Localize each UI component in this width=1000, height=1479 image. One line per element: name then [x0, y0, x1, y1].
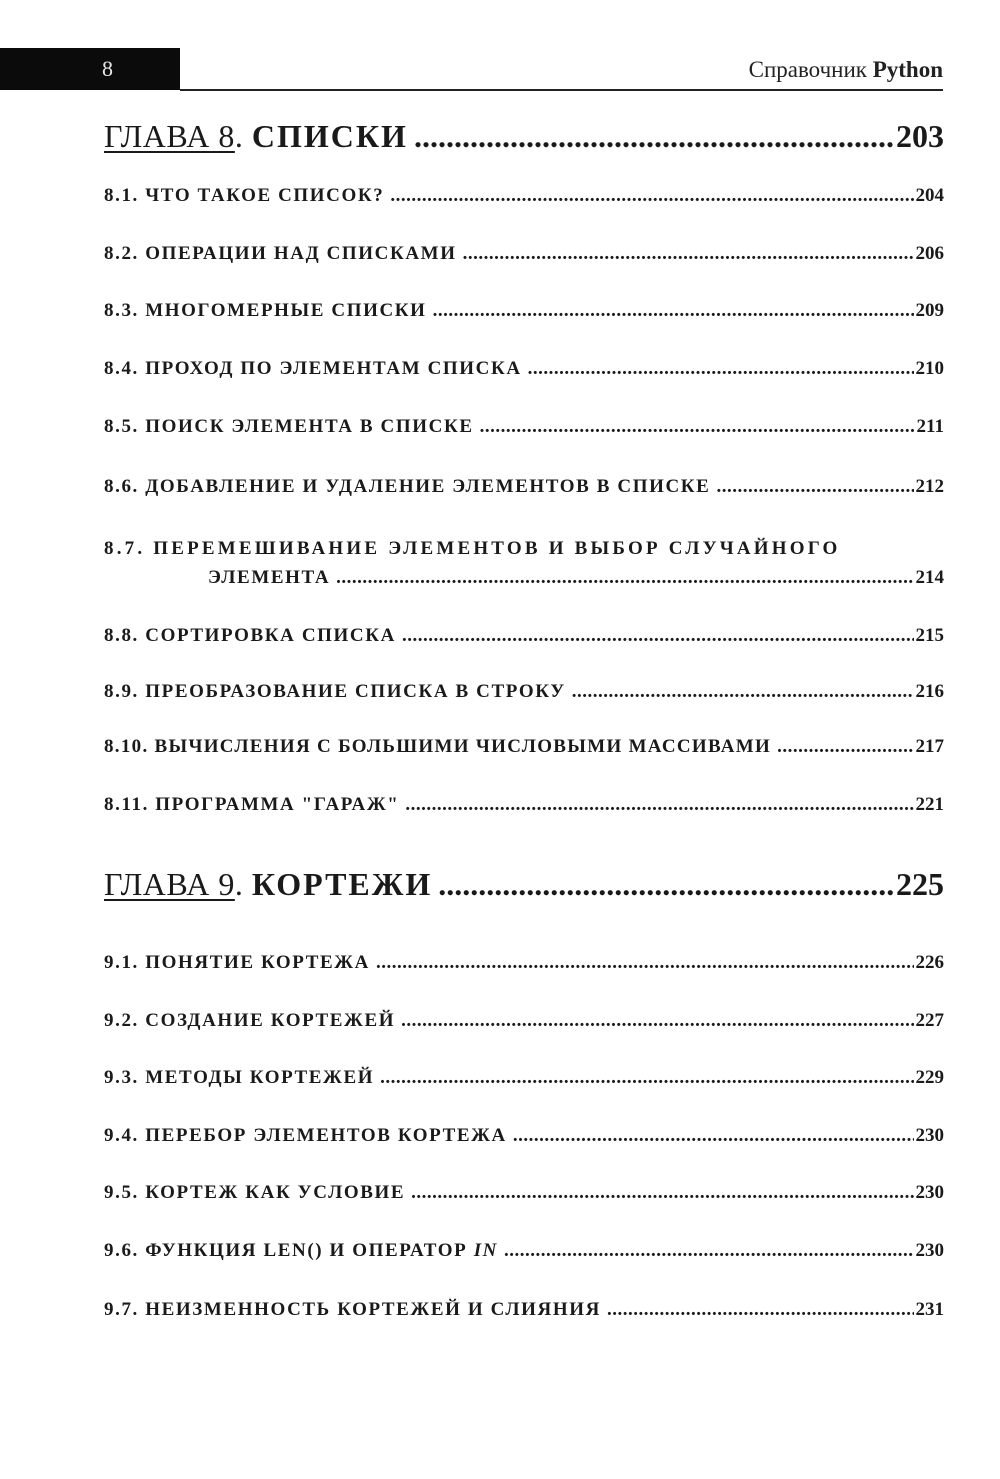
chapter-title: ГЛАВА 8. СПИСКИ: [104, 118, 408, 154]
toc-entry-8-3[interactable]: [104, 300, 944, 322]
entry-label: 8.9. ПРЕОБРАЗОВАНИЕ СПИСКА В СТРОКУ: [104, 681, 566, 702]
running-head: [749, 57, 943, 83]
leader-dots: [414, 120, 894, 152]
toc-entry-9-2[interactable]: [104, 1010, 944, 1032]
entry-label: ЭЛЕМЕНТА: [208, 567, 331, 588]
leader-dots: [411, 1183, 913, 1202]
toc-entry-8-8[interactable]: [104, 625, 944, 647]
toc-chapter-8[interactable]: [104, 118, 944, 155]
entry-page: 206: [915, 243, 944, 264]
entry-page: 210: [915, 358, 944, 379]
entry-page: 211: [916, 416, 944, 437]
chapter-prefix: ГЛАВА 8: [104, 118, 235, 154]
leader-dots: [402, 626, 914, 645]
entry-page: 204: [915, 185, 944, 206]
running-head-bold: Python: [872, 57, 943, 82]
toc-entry-8-1[interactable]: [104, 185, 944, 207]
chapter-page: 203: [896, 118, 944, 154]
toc-entry-8-9[interactable]: [104, 681, 944, 703]
chapter-name: КОРТЕЖИ: [251, 866, 433, 902]
running-head-prefix: Справочник: [748, 57, 867, 82]
leader-dots: [607, 1300, 914, 1319]
page-number: 8: [102, 56, 113, 81]
toc-entry-8-2[interactable]: [104, 243, 944, 265]
toc-entry-8-10[interactable]: [104, 736, 944, 758]
entry-label: 9.3. МЕТОДЫ КОРТЕЖЕЙ: [104, 1067, 375, 1088]
leader-dots: [716, 477, 913, 496]
entry-page: 216: [915, 681, 944, 702]
chapter-title: ГЛАВА 9. КОРТЕЖИ: [104, 866, 433, 902]
entry-page: 215: [915, 625, 944, 646]
entry-label: 8.1. ЧТО ТАКОЕ СПИСОК?: [104, 185, 385, 206]
entry-page: 221: [915, 794, 944, 815]
entry-label-text: 9.6. ФУНКЦИЯ LEN() И ОПЕРАТОР: [104, 1240, 468, 1261]
toc-entry-9-6[interactable]: [104, 1240, 944, 1262]
leader-dots: [376, 953, 914, 972]
entry-label: 9.4. ПЕРЕБОР ЭЛЕМЕНТОВ КОРТЕЖА: [104, 1125, 507, 1146]
entry-label: 8.8. СОРТИРОВКА СПИСКА: [104, 625, 396, 646]
entry-page: 212: [915, 476, 944, 497]
entry-label-italic: IN: [473, 1240, 499, 1261]
leader-dots: [390, 186, 913, 205]
toc-entry-9-5[interactable]: [104, 1182, 944, 1204]
toc-entry-8-11[interactable]: [104, 794, 944, 816]
leader-dots: [528, 359, 914, 378]
entry-label: 9.7. НЕИЗМЕННОСТЬ КОРТЕЖЕЙ И СЛИЯНИЯ: [104, 1299, 601, 1320]
leader-dots: [380, 1068, 913, 1087]
leader-dots: [463, 244, 914, 263]
chapter-name: СПИСКИ: [251, 118, 408, 154]
entry-label: 8.4. ПРОХОД ПО ЭЛЕМЕНТАМ СПИСКА: [104, 358, 522, 379]
leader-dots: [513, 1126, 914, 1145]
toc-entry-8-7[interactable]: [208, 567, 944, 589]
toc-entry-9-7[interactable]: [104, 1299, 944, 1321]
toc-entry-8-7-line1[interactable]: 8.7. ПЕРЕМЕШИВАНИЕ ЭЛЕМЕНТОВ И ВЫБОР СЛУЧАЙНОГО: [104, 538, 841, 559]
leader-dots: [572, 682, 914, 701]
entry-label: 9.2. СОЗДАНИЕ КОРТЕЖЕЙ: [104, 1010, 396, 1031]
leader-dots: [438, 868, 894, 900]
leader-dots: [504, 1241, 913, 1260]
entry-label: 8.3. МНОГОМЕРНЫЕ СПИСКИ: [104, 300, 427, 321]
leader-dots: [777, 737, 913, 756]
entry-page: 229: [915, 1067, 944, 1088]
toc-entry-8-5[interactable]: [104, 416, 944, 438]
toc-chapter-9[interactable]: [104, 866, 944, 903]
entry-page: 230: [915, 1182, 944, 1203]
header-rule: [180, 89, 943, 91]
leader-dots: [405, 795, 913, 814]
entry-label: 8.5. ПОИСК ЭЛЕМЕНТА В СПИСКЕ: [104, 416, 474, 437]
entry-label: 8.6. ДОБАВЛЕНИЕ И УДАЛЕНИЕ ЭЛЕМЕНТОВ В СПИСКЕ: [104, 476, 711, 497]
entry-page: 230: [915, 1125, 944, 1146]
toc-entry-9-4[interactable]: [104, 1125, 944, 1147]
chapter-prefix: ГЛАВА 9: [104, 866, 235, 902]
entry-label: [104, 1240, 498, 1262]
toc-entry-8-6[interactable]: [104, 476, 944, 498]
chapter-page: 225: [896, 866, 944, 902]
leader-dots: [401, 1011, 913, 1030]
entry-page: 227: [915, 1010, 944, 1031]
entry-page: 226: [915, 952, 944, 973]
entry-page: 230: [915, 1240, 944, 1261]
entry-label: 8.10. ВЫЧИСЛЕНИЯ С БОЛЬШИМИ ЧИСЛОВЫМИ МАССИВАМИ: [104, 736, 772, 757]
entry-page: 209: [915, 300, 944, 321]
entry-label: 8.2. ОПЕРАЦИИ НАД СПИСКАМИ: [104, 243, 457, 264]
leader-dots: [433, 301, 914, 320]
entry-page: 217: [915, 736, 944, 757]
entry-page: 214: [915, 567, 944, 588]
entry-page: 231: [915, 1299, 944, 1320]
entry-label: 9.1. ПОНЯТИЕ КОРТЕЖА: [104, 952, 370, 973]
leader-dots: [336, 568, 913, 587]
entry-label: 8.11. ПРОГРАММА "ГАРАЖ": [104, 794, 400, 815]
leader-dots: [480, 417, 915, 436]
toc-entry-8-4[interactable]: [104, 358, 944, 380]
toc-entry-9-3[interactable]: [104, 1067, 944, 1089]
toc-entry-9-1[interactable]: [104, 952, 944, 974]
header-bar: [0, 48, 180, 90]
entry-label: 9.5. КОРТЕЖ КАК УСЛОВИЕ: [104, 1182, 406, 1203]
